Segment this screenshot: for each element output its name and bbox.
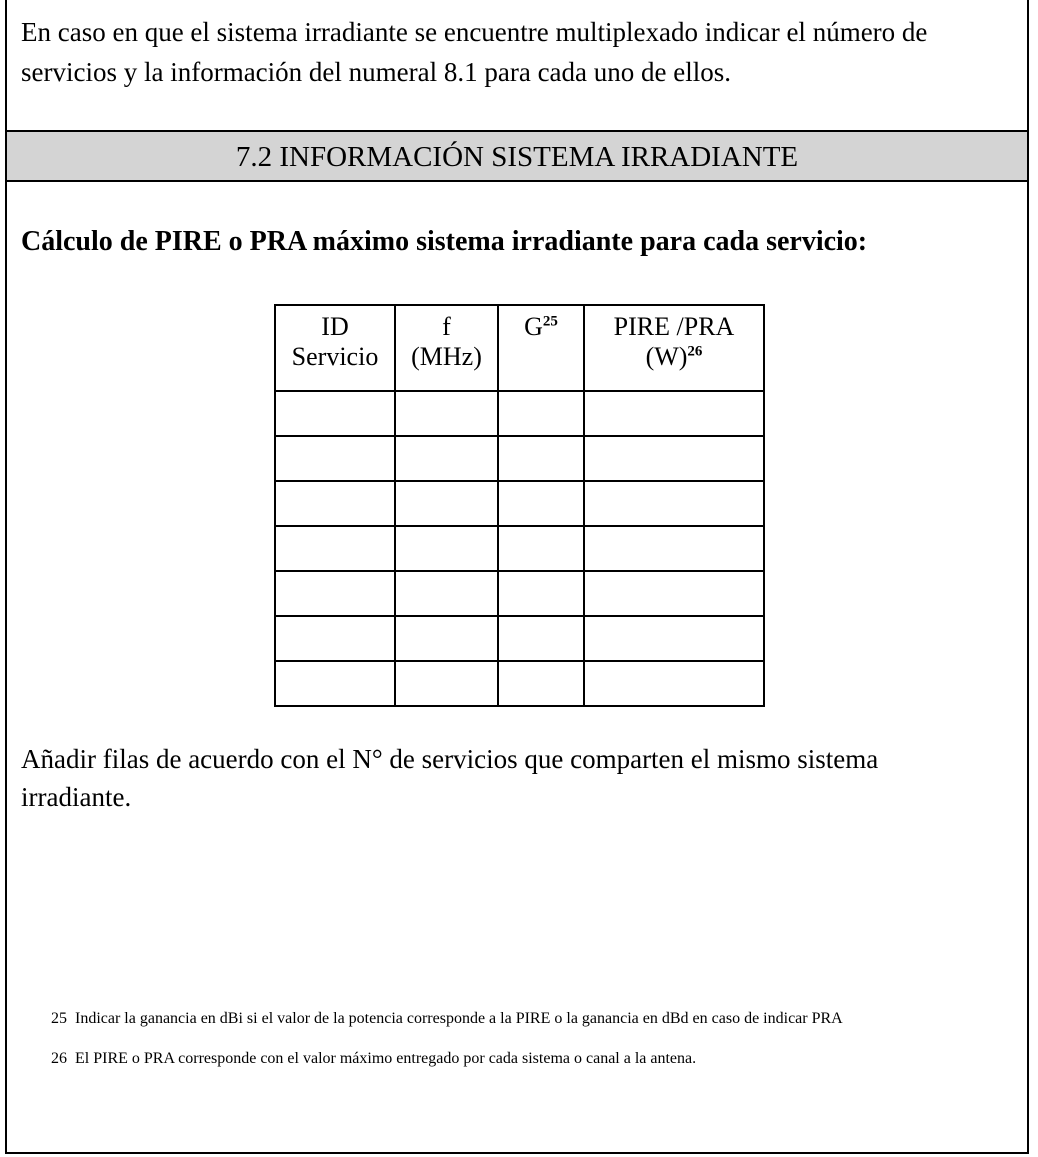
cell-id[interactable] — [275, 571, 395, 616]
cell-id[interactable] — [275, 661, 395, 706]
cell-pire[interactable] — [584, 481, 764, 526]
cell-gain[interactable] — [498, 661, 584, 706]
cell-frequency[interactable] — [395, 391, 498, 436]
footnote-26-number: 26 — [51, 1050, 67, 1067]
cell-gain[interactable] — [498, 526, 584, 571]
pire-table — [274, 304, 765, 707]
table-row — [275, 616, 764, 661]
cell-gain[interactable] — [498, 436, 584, 481]
cell-pire[interactable] — [584, 391, 764, 436]
footnote-25 — [51, 1010, 843, 1028]
table-row — [275, 526, 764, 571]
cell-gain[interactable] — [498, 391, 584, 436]
table-row — [275, 661, 764, 706]
footnote-ref-25: 25 — [542, 313, 558, 330]
cell-gain[interactable] — [498, 616, 584, 661]
cell-pire[interactable] — [584, 661, 764, 706]
calc-heading: Cálculo de PIRE o PRA máximo sistema irradiante para cada servicio: — [21, 226, 868, 257]
cell-pire[interactable] — [584, 571, 764, 616]
header-gain: $G^{25}$ — [498, 305, 584, 391]
footnote-26-text: El PIRE o PRA corresponde con el valor máximo entregado por cada sistema o canal a la antena. — [75, 1050, 697, 1067]
cell-id[interactable] — [275, 436, 395, 481]
intro-text: En caso en que el sistema irradiante se encuentre multiplexado indicar el número de servicios y la información del numeral 8.1 para cada uno de ellos. — [21, 17, 928, 87]
cell-pire[interactable] — [584, 526, 764, 571]
footnote-ref-26: 26 — [687, 343, 703, 360]
header-frequency: f (MHz) — [395, 305, 498, 391]
footnote-25-text: Indicar la ganancia en dBi si el valor de la potencia corresponde a la PIRE o la ganancia en dBd en caso de indicar PRA — [75, 1010, 843, 1027]
cell-id[interactable] — [275, 616, 395, 661]
add-rows-note: Añadir filas de acuerdo con el N° de servicios que comparten el mismo sistema irradiante. — [21, 744, 879, 812]
cell-id[interactable] — [275, 481, 395, 526]
cell-gain[interactable] — [498, 481, 584, 526]
footnote-25-number: 25 — [51, 1010, 67, 1027]
cell-id[interactable] — [275, 391, 395, 436]
table-row — [275, 391, 764, 436]
table-row — [275, 571, 764, 616]
table-header-row — [275, 305, 764, 391]
table-row — [275, 481, 764, 526]
cell-frequency[interactable] — [395, 571, 498, 616]
cell-frequency[interactable] — [395, 616, 498, 661]
cell-id[interactable] — [275, 526, 395, 571]
header-pire-pra: PIRE /PRA $(W)^{26}$ — [584, 305, 764, 391]
document-frame — [5, 0, 1029, 1154]
cell-gain[interactable] — [498, 571, 584, 616]
table-row — [275, 436, 764, 481]
footnote-26 — [51, 1050, 696, 1068]
section-title: 7.2 INFORMACIÓN SISTEMA IRRADIANTE — [235, 141, 799, 173]
section-header — [7, 132, 1027, 182]
cell-frequency[interactable] — [395, 526, 498, 571]
cell-frequency[interactable] — [395, 436, 498, 481]
header-id-servicio: ID Servicio — [275, 305, 395, 391]
intro-paragraph — [7, 0, 1027, 132]
cell-frequency[interactable] — [395, 481, 498, 526]
cell-frequency[interactable] — [395, 661, 498, 706]
cell-pire[interactable] — [584, 436, 764, 481]
cell-pire[interactable] — [584, 616, 764, 661]
